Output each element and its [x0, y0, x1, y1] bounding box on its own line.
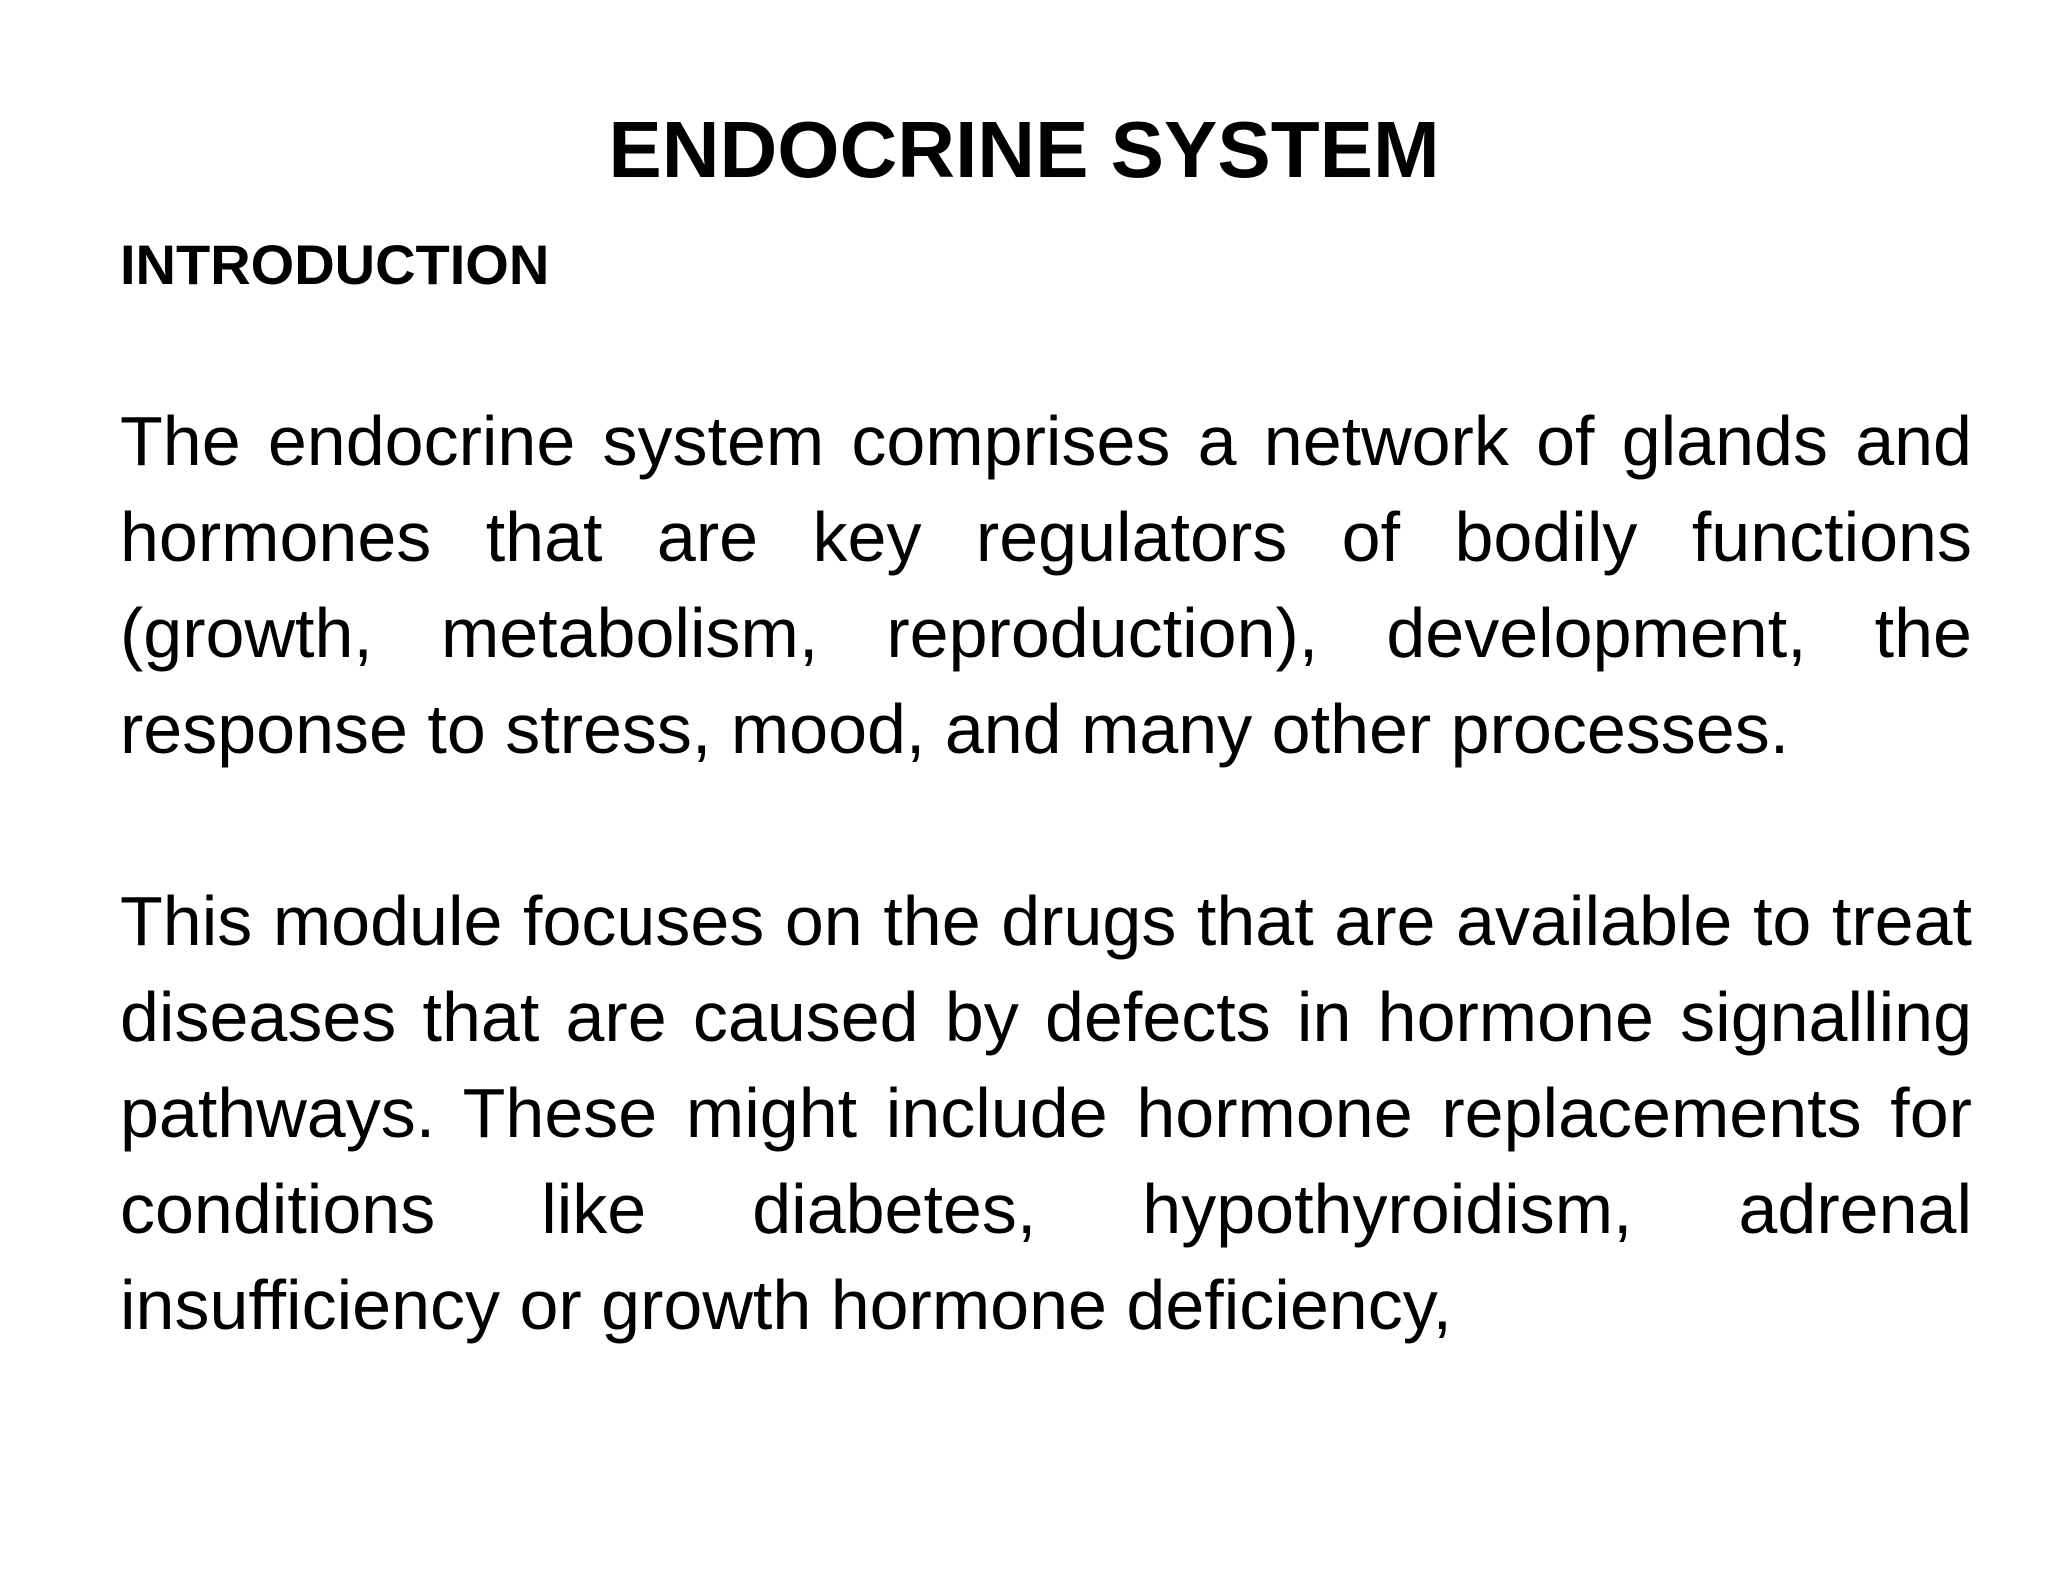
- paragraph-endocrine-overview: The endocrine system comprises a network of glands and hormones that are key regulators of bodily functions (growth, metabolism, reproduction), development, the response to stress, mood, and many other processes.: [120, 402, 1972, 768]
- section-heading-introduction: INTRODUCTION: [120, 233, 550, 296]
- slide-title: ENDOCRINE SYSTEM: [608, 105, 1440, 194]
- paragraph-module-focus: This module focuses on the drugs that are available to treat diseases that are caused by defects in hormone signalling pathways. These might include hormone replacements for conditions like diabetes, hypothyroidism, adrenal insufficiency or growth hormone deficiency,: [120, 882, 1972, 1344]
